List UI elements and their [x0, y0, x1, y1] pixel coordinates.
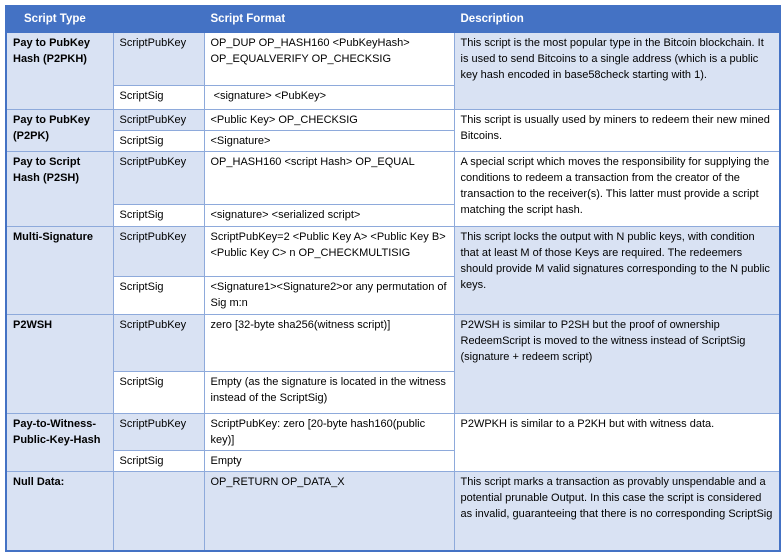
table-row [6, 109, 780, 130]
cell-description-multisig: This script locks the output with N public keys, with condition that at least M of those Keys are required. The redeemers should provide M valid signatures corresponding to the N public keys. [454, 226, 780, 314]
table-row [6, 32, 780, 85]
header-script-format: Script Format [204, 6, 454, 32]
cell-label-scriptsig: ScriptSig [113, 130, 204, 151]
cell-type-p2pkh: Pay to PubKey Hash (P2PKH) [6, 32, 113, 109]
header-description: Description [454, 6, 780, 32]
table-row [6, 471, 780, 551]
cell-label-scriptpubkey: ScriptPubKey [113, 226, 204, 276]
cell-type-p2wsh: P2WSH [6, 314, 113, 413]
cell-type-p2sh: Pay to Script Hash (P2SH) [6, 151, 113, 226]
cell-format-scriptsig: <signature> <PubKey> [204, 85, 454, 109]
cell-format-scriptsig: Empty (as the signature is located in the witness instead of the ScriptSig) [204, 371, 454, 413]
cell-type-p2wpkh: Pay-to-Witness-Public-Key-Hash [6, 413, 113, 471]
cell-label-scriptpubkey: ScriptPubKey [113, 314, 204, 371]
table-row [6, 314, 780, 371]
table-row [6, 413, 780, 450]
cell-format-scriptsig: <signature> <serialized script> [204, 204, 454, 226]
cell-label-scriptsig: ScriptSig [113, 204, 204, 226]
bitcoin-script-types-table [5, 5, 781, 552]
cell-description-p2sh: A special script which moves the responsibility for supplying the conditions to redeem a transaction from the creator of the transaction to the receiver(s). This latter must provide a script matching the script hash. [454, 151, 780, 226]
cell-label-scriptsig: ScriptSig [113, 371, 204, 413]
cell-label-scriptpubkey: ScriptPubKey [113, 32, 204, 85]
cell-label-scriptpubkey: ScriptPubKey [113, 413, 204, 450]
cell-format-nulldata: OP_RETURN OP_DATA_X [204, 471, 454, 551]
cell-format-scriptpubkey: zero [32-byte sha256(witness script)] [204, 314, 454, 371]
cell-format-scriptpubkey: OP_DUP OP_HASH160 <PubKeyHash> OP_EQUALVERIFY OP_CHECKSIG [204, 32, 454, 85]
cell-format-scriptsig: Empty [204, 450, 454, 471]
cell-label-scriptsig: ScriptSig [113, 85, 204, 109]
cell-label-scriptsig: ScriptSig [113, 276, 204, 314]
cell-type-nulldata: Null Data: [6, 471, 113, 551]
table-row [6, 226, 780, 276]
table-row [6, 151, 780, 204]
cell-type-multisig: Multi-Signature [6, 226, 113, 314]
cell-format-scriptpubkey: <Public Key> OP_CHECKSIG [204, 109, 454, 130]
header-label-col [113, 6, 204, 32]
header-row [6, 6, 780, 32]
cell-format-scriptsig: <Signature> [204, 130, 454, 151]
cell-description-nulldata: This script marks a transaction as provably unspendable and a potential prunable Output. In this case the script is considered as invalid, guaranteeing that there is no corresponding ScriptSig [454, 471, 780, 551]
cell-format-scriptsig: <Signature1><Signature2>or any permutation of Sig m:n [204, 276, 454, 314]
cell-format-scriptpubkey: ScriptPubKey: zero [20-byte hash160(public key)] [204, 413, 454, 450]
cell-description-p2pkh: This script is the most popular type in the Bitcoin blockchain. It is used to send Bitcoins to a single address (which is a public key hash encoded in base58check starting with 1). [454, 32, 780, 109]
cell-label-scriptpubkey: ScriptPubKey [113, 151, 204, 204]
cell-label-empty [113, 471, 204, 551]
cell-description-p2wsh: P2WSH is similar to P2SH but the proof of ownership RedeemScript is moved to the witness instead of ScriptSig (signature + redeem script) [454, 314, 780, 413]
cell-format-scriptpubkey: OP_HASH160 <script Hash> OP_EQUAL [204, 151, 454, 204]
cell-label-scriptsig: ScriptSig [113, 450, 204, 471]
cell-type-p2pk: Pay to PubKey (P2PK) [6, 109, 113, 151]
cell-label-scriptpubkey: ScriptPubKey [113, 109, 204, 130]
cell-description-p2wpkh: P2WPKH is similar to a P2KH but with witness data. [454, 413, 780, 471]
cell-description-p2pk: This script is usually used by miners to redeem their new mined Bitcoins. [454, 109, 780, 151]
cell-format-scriptpubkey: ScriptPubKey=2 <Public Key A> <Public Key B> <Public Key C> n OP_CHECKMULTISIG [204, 226, 454, 276]
header-script-type: Script Type [6, 6, 113, 32]
